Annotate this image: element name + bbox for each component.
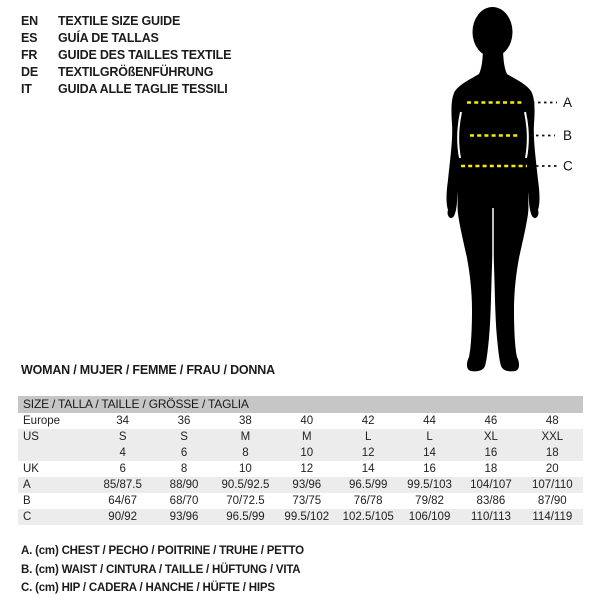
size-cell: 99.5/102 (284, 511, 330, 523)
silhouette-body-mirror (493, 46, 540, 371)
size-cell: S (118, 431, 127, 443)
size-cell: 46 (484, 415, 498, 427)
legend-line: A. (cm) CHEST / PECHO / POITRINE / TRUHE / PETTO (21, 545, 304, 557)
legend-line: B. (cm) WAIST / CINTURA / TAILLE / HÜFTUNG / VITA (21, 563, 301, 576)
size-cell: 44 (423, 415, 436, 427)
table-row (18, 493, 583, 509)
size-cell: 93/96 (292, 479, 322, 491)
size-cell: 16 (484, 447, 498, 459)
row-label: UK (23, 463, 39, 475)
measure-label-c: C (563, 158, 573, 174)
measure-label-a: A (563, 95, 573, 110)
size-cell: XXL (541, 431, 564, 443)
size-cell: L (364, 431, 372, 443)
size-cell: 107/110 (531, 479, 573, 491)
silhouette-body (447, 46, 494, 371)
size-cell: 83/86 (476, 495, 506, 507)
size-cell: 85/87.5 (103, 479, 142, 491)
section-title: WOMAN / MUJER / FEMME / FRAU / DONNA (21, 363, 275, 377)
size-cell: S (180, 431, 188, 443)
size-cell: 18 (545, 447, 559, 459)
size-cell: 4 (119, 447, 126, 459)
language-row (21, 81, 231, 98)
size-cell: 18 (484, 463, 498, 475)
size-cell: 104/107 (470, 479, 512, 491)
size-cell: 76/78 (353, 495, 383, 507)
size-cell: 64/67 (108, 495, 138, 507)
row-label: US (23, 431, 39, 443)
size-cell: 87/90 (537, 495, 567, 507)
language-code: EN (21, 14, 38, 28)
woman-silhouette-figure (420, 0, 600, 380)
size-cell: 14 (361, 463, 375, 475)
size-cell: 106/109 (408, 511, 451, 523)
size-cell: 114/119 (532, 511, 573, 523)
size-cell: 88/90 (169, 479, 199, 491)
size-cell: XL (483, 431, 498, 443)
size-table-body (18, 413, 583, 525)
size-cell: M (302, 431, 312, 443)
language-code: FR (21, 48, 38, 62)
size-cell: 96.5/99 (226, 511, 265, 523)
language-label: GUIDA ALLE TAGLIE TESSILI (58, 82, 228, 96)
table-row (18, 445, 583, 461)
size-cell: 10 (239, 463, 252, 475)
table-row (18, 429, 583, 445)
size-cell: M (240, 431, 251, 443)
size-cell: L (426, 431, 433, 443)
size-cell: 70/72.5 (226, 495, 265, 507)
size-cell: 99.5/103 (407, 479, 452, 491)
table-row (18, 461, 583, 477)
language-label: GUÍA DE TALLAS (58, 31, 159, 45)
size-cell: 38 (239, 415, 252, 427)
size-cell: 79/82 (415, 495, 444, 507)
language-list (21, 13, 231, 98)
language-row (21, 47, 231, 64)
row-label: A (23, 479, 31, 491)
size-cell: 6 (180, 447, 188, 459)
table-row (18, 413, 583, 429)
language-code: IT (21, 82, 32, 96)
row-label: C (23, 511, 32, 523)
size-cell: 34 (116, 415, 130, 427)
size-cell: 6 (119, 463, 126, 475)
size-cell: 16 (423, 463, 436, 475)
size-cell: 36 (177, 415, 191, 427)
language-row (21, 30, 231, 47)
size-cell: 8 (180, 463, 188, 475)
size-cell: 90.5/92.5 (221, 479, 270, 491)
language-row (21, 64, 231, 81)
language-row (21, 13, 231, 30)
size-cell: 102.5/105 (342, 511, 394, 523)
row-label: Europe (23, 415, 61, 427)
size-cell: 10 (300, 447, 314, 459)
size-cell: 20 (545, 463, 559, 475)
size-cell: 90/92 (108, 511, 138, 523)
language-code: ES (21, 31, 38, 45)
size-table (18, 396, 583, 525)
size-cell: 68/70 (169, 495, 199, 507)
language-label: GUIDE DES TAILLES TEXTILE (58, 48, 232, 62)
row-label: B (23, 495, 31, 507)
language-label: TEXTILGRÖßENFÜHRUNG (58, 65, 214, 79)
size-cell: 8 (242, 447, 249, 459)
row-label (18, 445, 92, 461)
size-cell: 73/75 (292, 495, 322, 507)
table-row (18, 477, 583, 493)
size-cell: 96.5/99 (349, 479, 388, 491)
language-label: TEXTILE SIZE GUIDE (58, 14, 181, 28)
measure-label-b: B (563, 128, 573, 143)
measurement-legend (21, 542, 304, 598)
size-table-header: SIZE / TALLA / TAILLE / GRÖSSE / TAGLIA (18, 396, 583, 413)
size-cell: 12 (300, 463, 314, 475)
size-cell: 12 (361, 447, 375, 459)
size-cell: 40 (300, 415, 314, 427)
size-cell: 48 (545, 415, 559, 427)
legend-line: C. (cm) HIP / CADERA / HANCHE / HÜFTE / HIPS (21, 582, 275, 594)
size-cell: 14 (423, 447, 436, 459)
table-row (18, 509, 583, 525)
size-cell: 42 (361, 415, 375, 427)
language-code: DE (21, 65, 38, 79)
size-cell: 93/96 (169, 511, 199, 523)
size-cell: 110/113 (471, 511, 511, 523)
